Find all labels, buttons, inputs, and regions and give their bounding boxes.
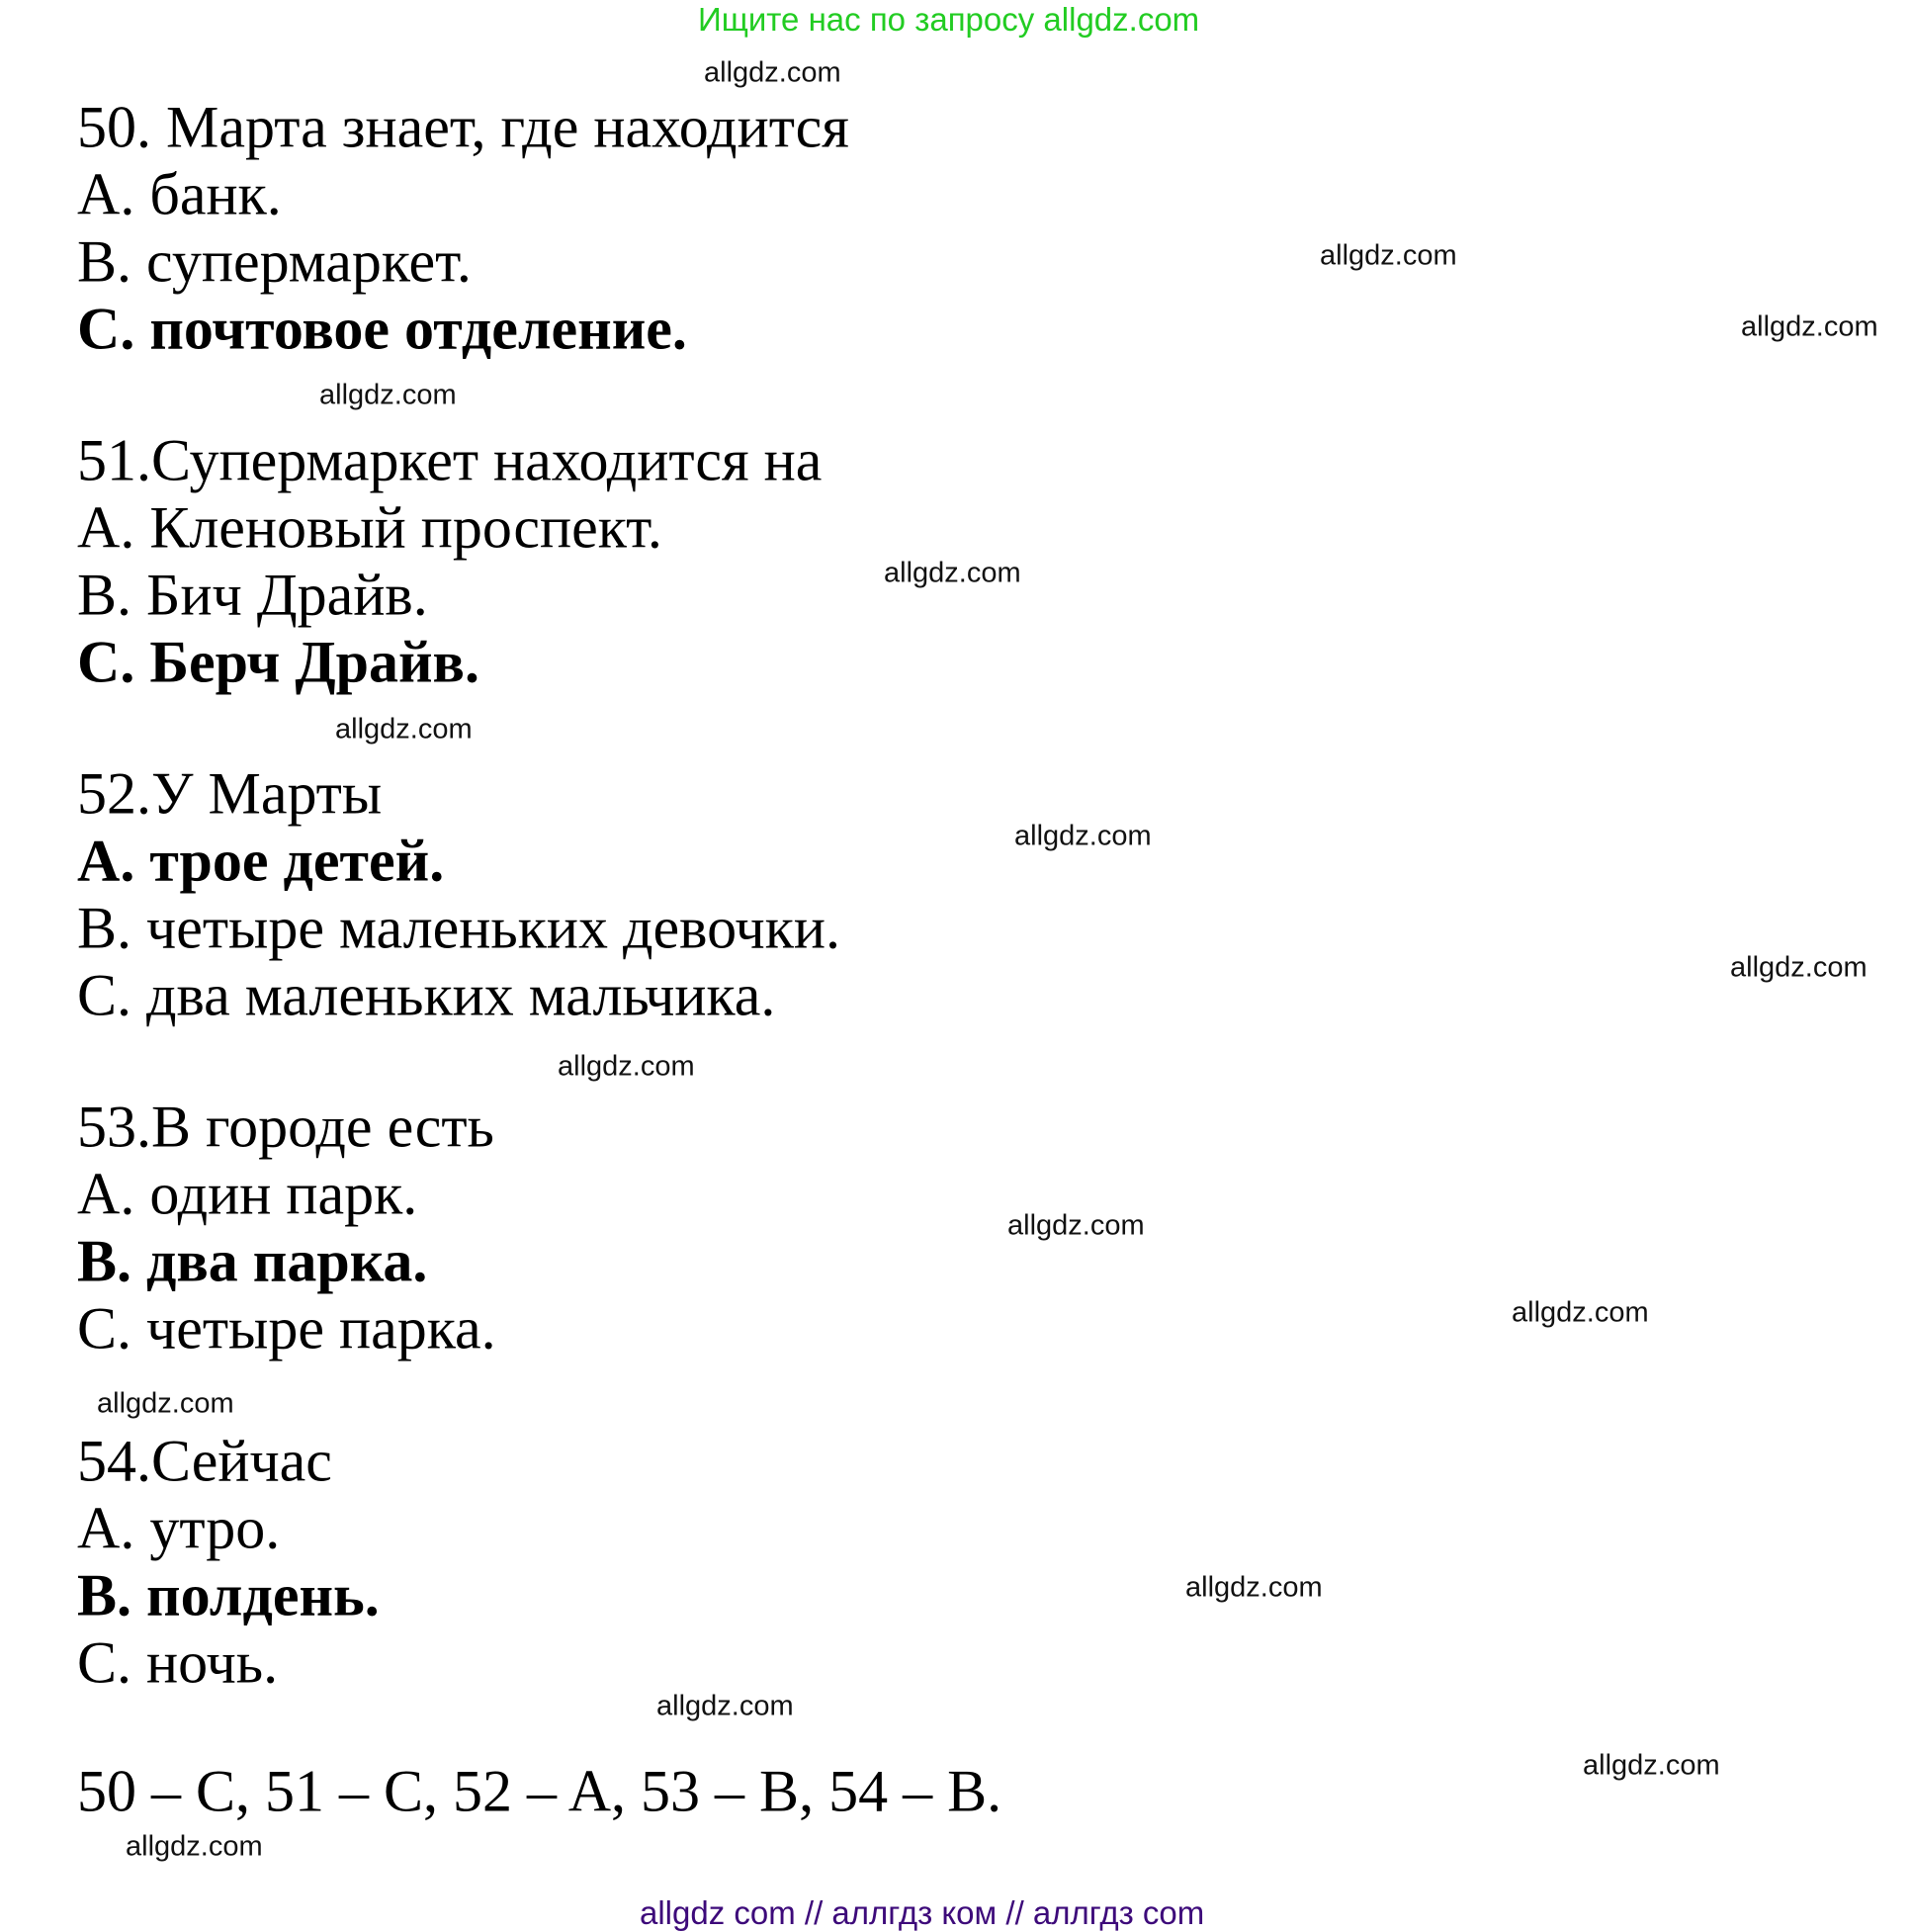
option: A. один парк. bbox=[77, 1161, 418, 1227]
option: A. Кленовый проспект. bbox=[77, 494, 662, 561]
watermark: allgdz.com bbox=[335, 713, 473, 746]
option: C. ночь. bbox=[77, 1629, 279, 1696]
question-text: 52.У Марты bbox=[77, 760, 383, 827]
watermark: allgdz.com bbox=[97, 1387, 234, 1420]
answer-key: 50 – C, 51 – C, 52 – A, 53 – B, 54 – B. bbox=[77, 1758, 1002, 1824]
watermark: allgdz.com bbox=[1007, 1209, 1145, 1242]
watermark: allgdz.com bbox=[126, 1830, 263, 1863]
watermark: allgdz.com bbox=[1583, 1749, 1720, 1782]
correct-option: C. Берч Драйв. bbox=[77, 629, 479, 695]
watermark: allgdz.com bbox=[1185, 1571, 1323, 1604]
correct-option: A. трое детей. bbox=[77, 828, 445, 894]
question-text: 54.Сейчас bbox=[77, 1428, 332, 1494]
search-hint-header: Ищите нас по запросу allgdz.com bbox=[698, 1, 1200, 38]
watermark: allgdz.com bbox=[1730, 951, 1868, 984]
watermark: allgdz.com bbox=[884, 557, 1021, 589]
watermark: allgdz.com bbox=[1741, 310, 1878, 343]
watermark: allgdz.com bbox=[319, 379, 457, 411]
option: B. супермаркет. bbox=[77, 228, 472, 295]
option: A. утро. bbox=[77, 1495, 281, 1561]
option: B. четыре маленьких девочки. bbox=[77, 895, 840, 961]
correct-option: B. полдень. bbox=[77, 1562, 380, 1628]
option: C. два маленьких мальчика. bbox=[77, 962, 776, 1028]
footer-watermark: allgdz com // аллгдз ком // аллгдз com bbox=[640, 1894, 1205, 1931]
correct-option: C. почтовое отделение. bbox=[77, 296, 687, 362]
option: A. банк. bbox=[77, 161, 282, 227]
watermark: allgdz.com bbox=[1320, 239, 1457, 272]
correct-option: B. два парка. bbox=[77, 1228, 428, 1294]
watermark: allgdz.com bbox=[1512, 1296, 1649, 1329]
watermark: allgdz.com bbox=[558, 1050, 695, 1083]
watermark: allgdz.com bbox=[656, 1690, 794, 1722]
question-text: 50. Марта знает, где находится bbox=[77, 94, 849, 160]
question-text: 53.В городе есть bbox=[77, 1094, 494, 1160]
watermark: allgdz.com bbox=[1014, 820, 1152, 852]
question-text: 51.Супермаркет находится на bbox=[77, 427, 823, 493]
option: B. Бич Драйв. bbox=[77, 562, 428, 628]
option: C. четыре парка. bbox=[77, 1295, 496, 1361]
watermark: allgdz.com bbox=[704, 56, 841, 89]
